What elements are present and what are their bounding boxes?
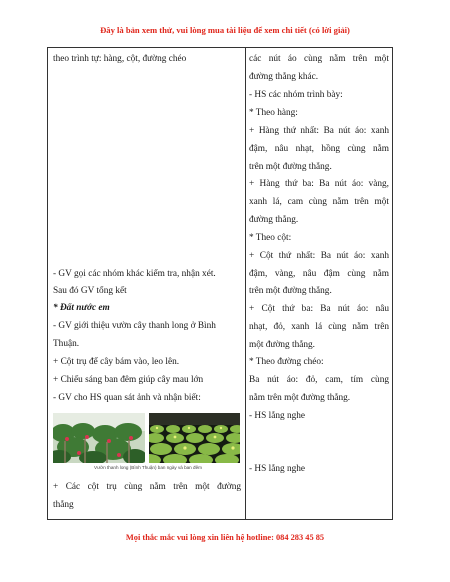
column-divider: [245, 48, 246, 519]
hs-listen-2: - HS lắng nghe: [249, 464, 306, 474]
preview-banner: Đây là bản xem thử, vui lòng mua tài liệu để xem chi tiết (có lời giải): [100, 25, 350, 35]
daytime-orchard-image: [53, 413, 145, 463]
right-line-10: đường thẳng.: [249, 215, 299, 225]
right-line-17: một đường thẳng.: [249, 340, 315, 350]
section-heading: * Đất nước em: [53, 303, 110, 313]
gv-check-line-1: - GV gọi các nhóm khác kiểm tra, nhận xét.: [53, 269, 216, 279]
photo-caption: Vườn thanh long (Bình Thuận) ban ngày và ban đêm: [94, 465, 202, 470]
night-orchard-image: [149, 413, 240, 463]
light-line: + Chiếu sáng ban đêm giúp cây mau lớn: [53, 375, 204, 385]
right-line-16: nhạt, đỏ, xanh lá cùng nằm trên: [249, 322, 389, 332]
right-line-5: + Hàng thứ nhất: Ba nút áo: xanh: [249, 126, 389, 136]
right-line-4: * Theo hàng:: [249, 108, 298, 118]
right-line-12: + Cột thứ nhất: Ba nút áo: xanh: [249, 251, 389, 261]
right-line-7: trên một đường thẳng.: [249, 162, 332, 172]
right-line-13: đậm, vàng, nâu đậm cùng nằm: [249, 269, 389, 279]
right-line-15: + Cột thứ ba: Ba nút áo: nâu: [249, 304, 389, 314]
right-line-8: + Hàng thứ ba: Ba nút áo: vàng,: [249, 179, 389, 189]
right-line-6: đậm, nâu nhạt, hồng cùng nằm: [249, 144, 389, 154]
hotline-footer: Mọi thắc mắc vui lòng xin liên hệ hotline: 084 283 45 85: [125, 533, 325, 542]
right-line-11: * Theo cột:: [249, 233, 292, 243]
columns-line-2: thẳng: [53, 500, 74, 510]
intro-line-1: - GV giới thiệu vườn cây thanh long ở Bình: [53, 321, 216, 331]
right-line-1: các nút áo cùng nằm trên một: [249, 54, 389, 64]
pillar-line: + Cột trụ để cây bám vào, leo lên.: [53, 357, 180, 367]
lesson-table: [47, 47, 393, 520]
dragon-fruit-photos: [53, 413, 240, 463]
right-line-18: * Theo đường chéo:: [249, 357, 324, 367]
intro-line-2: Thuận.: [53, 339, 80, 349]
right-line-14: trên một đường thẳng.: [249, 286, 332, 296]
right-line-19: Ba nút áo: đỏ, cam, tím cùng: [249, 375, 389, 385]
observe-line: - GV cho HS quan sát ảnh và nhận biết:: [53, 393, 201, 403]
columns-line-1: + Các cột trụ cùng nằm trên một đường: [53, 482, 241, 492]
right-line-9: xanh lá, cam cùng nằm trên một: [249, 197, 389, 207]
hs-listen-1: - HS lắng nghe: [249, 411, 306, 421]
left-line-1: theo trình tự: hàng, cột, đường chéo: [53, 54, 187, 64]
right-line-20: nằm trên một đường thẳng.: [249, 393, 351, 403]
right-line-3: - HS các nhóm trình bày:: [249, 90, 343, 100]
right-line-2: đường thẳng khác.: [249, 72, 319, 82]
gv-check-line-2: Sau đó GV tổng kết: [53, 286, 127, 296]
